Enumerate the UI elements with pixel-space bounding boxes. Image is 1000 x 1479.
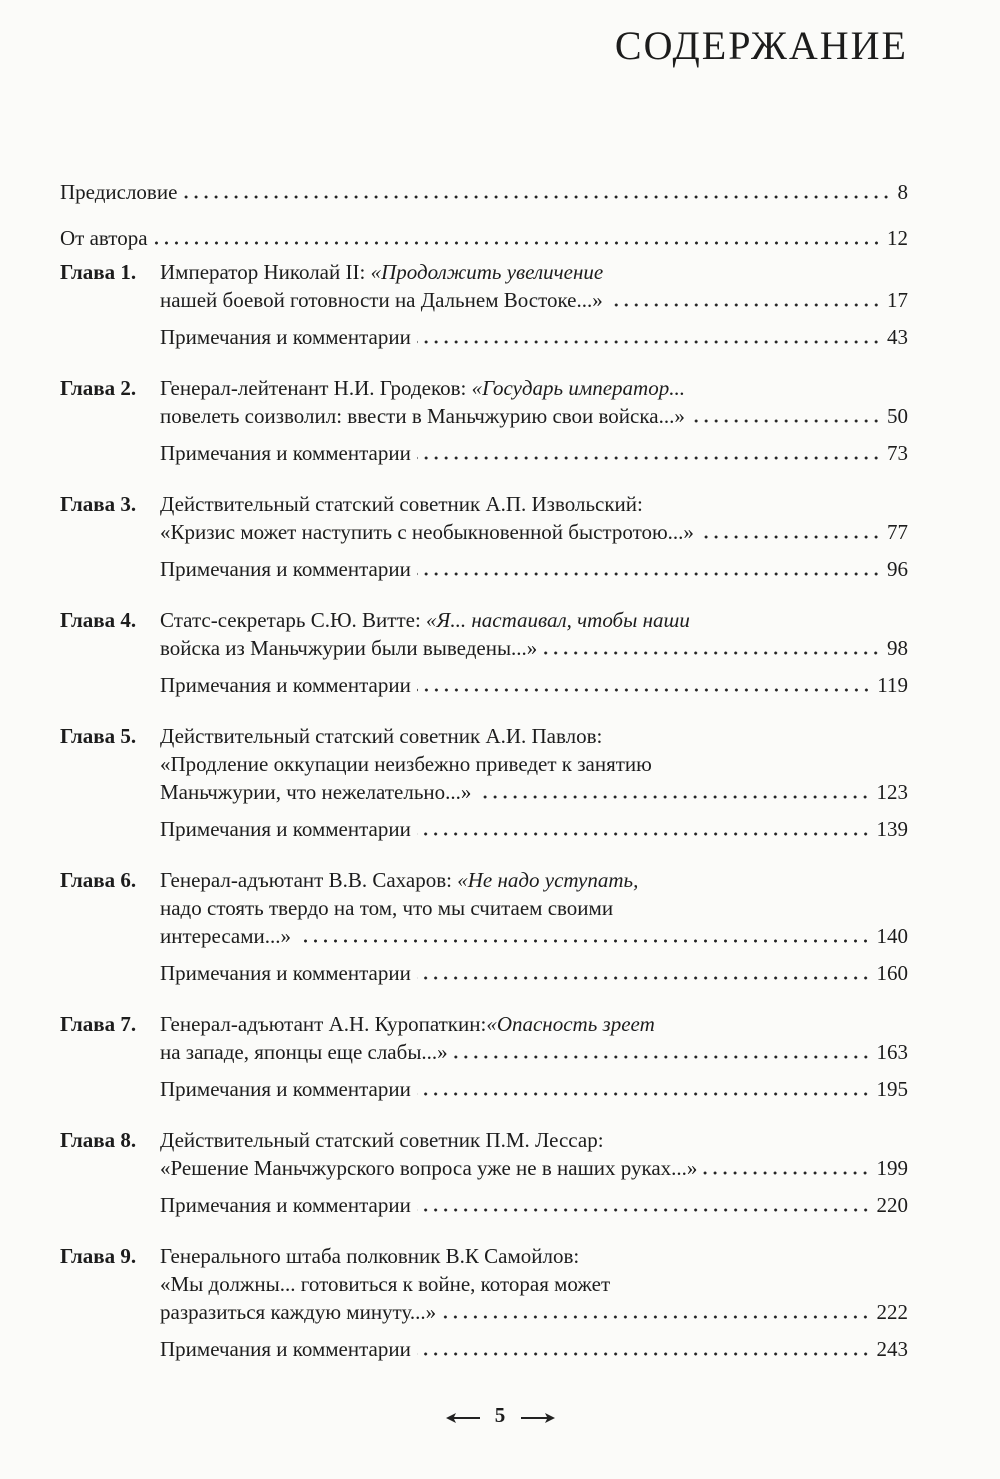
page-number: 43 xyxy=(887,325,908,349)
toc-entry-author[interactable] xyxy=(0,222,1000,254)
chapter-quote: «Не надо уступать, xyxy=(457,868,639,892)
leader-dots xyxy=(183,195,891,199)
leader-dots xyxy=(543,651,881,655)
chapter-label: Глава 6. xyxy=(60,868,137,892)
leader-dots xyxy=(609,303,881,307)
chapter-quote: «Продление оккупации неизбежно приведет к занятию xyxy=(160,752,652,776)
page-number: 139 xyxy=(876,817,908,841)
chapter-label: Глава 5. xyxy=(60,724,137,748)
chapter-quote: «Продолжить увеличение xyxy=(370,260,604,284)
page-number: 199 xyxy=(876,1156,908,1180)
leader-dots xyxy=(417,456,881,460)
chapter-quote: «Государь император... xyxy=(471,376,685,400)
toc-chapter-4-cont[interactable] xyxy=(0,632,1000,664)
notes-text: Примечания и комментарии xyxy=(160,961,411,985)
leader-dots xyxy=(417,572,881,576)
chapter-label: Глава 3. xyxy=(60,492,137,516)
chapter-quote: «Я... настаивал, чтобы наши xyxy=(426,608,690,632)
chapter-author: Статс-секретарь С.Ю. Витте: xyxy=(160,608,427,632)
leader-dots xyxy=(417,1208,871,1212)
toc-chapter-9-cont2[interactable] xyxy=(0,1296,1000,1328)
toc-chapter-1-cont[interactable] xyxy=(0,284,1000,316)
chapter-quote: Маньчжурии, что нежелательно...» xyxy=(160,780,472,804)
toc-chapter-3-cont[interactable] xyxy=(0,516,1000,548)
page-number: 50 xyxy=(887,404,908,428)
leader-dots xyxy=(477,795,870,799)
page-number: 123 xyxy=(876,780,908,804)
leader-dots xyxy=(417,688,871,692)
chapter-author: Император Николай II: xyxy=(160,260,371,284)
entry-text: Предисловие xyxy=(60,180,178,204)
leader-dots xyxy=(417,976,871,980)
leader-dots xyxy=(700,535,881,539)
page-number: 220 xyxy=(876,1193,908,1217)
chapter-quote: разразиться каждую минуту...» xyxy=(160,1300,437,1324)
notes-text: Примечания и комментарии xyxy=(160,673,411,697)
chapter-author: Генерал-адъютант В.В. Сахаров: xyxy=(160,868,458,892)
chapter-quote: «Опасность зреет xyxy=(486,1012,655,1036)
chapter-label: Глава 2. xyxy=(60,376,137,400)
leader-dots xyxy=(417,340,881,344)
notes-text: Примечания и комментарии xyxy=(160,557,411,581)
leader-dots xyxy=(442,1315,870,1319)
leader-dots xyxy=(297,939,871,943)
entry-text: От автора xyxy=(60,226,148,250)
chapter-author: Действительный статский советник П.М. Лессар: xyxy=(160,1128,604,1152)
notes-text: Примечания и комментарии xyxy=(160,817,411,841)
page-number: 243 xyxy=(876,1337,908,1361)
page-number: 17 xyxy=(887,288,908,312)
toc-notes-9[interactable] xyxy=(0,1333,1000,1365)
leader-dots xyxy=(417,1352,871,1356)
leader-dots xyxy=(417,1092,871,1096)
page-footer xyxy=(0,1400,1000,1432)
chapter-quote: повелеть соизволил: ввести в Маньчжурию свои войска...» xyxy=(160,404,685,428)
chapter-label: Глава 9. xyxy=(60,1244,137,1268)
notes-text: Примечания и комментарии xyxy=(160,1193,411,1217)
chapter-label: Глава 8. xyxy=(60,1128,137,1152)
notes-text: Примечания и комментарии xyxy=(160,1077,411,1101)
leader-dots xyxy=(691,419,881,423)
page-number: 163 xyxy=(876,1040,908,1064)
page-number: 160 xyxy=(876,961,908,985)
page-number: 140 xyxy=(876,924,908,948)
toc-notes-8[interactable] xyxy=(0,1189,1000,1221)
page-number: 8 xyxy=(897,180,908,204)
toc-notes-2[interactable] xyxy=(0,437,1000,469)
toc-notes-6[interactable] xyxy=(0,957,1000,989)
chapter-author: Действительный статский советник А.П. Извольский: xyxy=(160,492,643,516)
chapter-author: Действительный статский советник А.И. Павлов: xyxy=(160,724,603,748)
notes-text: Примечания и комментарии xyxy=(160,441,411,465)
page-number: 96 xyxy=(887,557,908,581)
toc-chapter-8-cont[interactable] xyxy=(0,1152,1000,1184)
page-number: 98 xyxy=(887,636,908,660)
toc-notes-7[interactable] xyxy=(0,1073,1000,1105)
chapter-quote: нашей боевой готовности на Дальнем Востоке...» xyxy=(160,288,603,312)
page-number: 73 xyxy=(887,441,908,465)
leader-dots xyxy=(154,241,881,245)
toc-chapter-2-cont[interactable] xyxy=(0,400,1000,432)
chapter-label: Глава 7. xyxy=(60,1012,137,1036)
page-number: 222 xyxy=(876,1300,908,1324)
chapter-author: Генерал-лейтенант Н.И. Гродеков: xyxy=(160,376,472,400)
toc-chapter-7-cont[interactable] xyxy=(0,1036,1000,1068)
chapter-author: Генерал-адъютант А.Н. Куропаткин: xyxy=(160,1012,487,1036)
ornament-right-icon xyxy=(521,1402,555,1432)
notes-text: Примечания и комментарии xyxy=(160,325,411,349)
chapter-author: Генерального штаба полковник В.К Самойлов: xyxy=(160,1244,580,1268)
chapter-quote: на западе, японцы еще слабы...» xyxy=(160,1040,448,1064)
leader-dots xyxy=(454,1055,871,1059)
footer-page-number: 5 xyxy=(494,1403,506,1427)
toc-chapter-6-cont2[interactable] xyxy=(0,920,1000,952)
chapter-quote: надо стоять твердо на том, что мы считаем своими xyxy=(160,896,614,920)
toc-chapter-5-cont2[interactable] xyxy=(0,776,1000,808)
page-number: 12 xyxy=(887,226,908,250)
page-number: 77 xyxy=(887,520,908,544)
chapter-quote: войска из Маньчжурии были выведены...» xyxy=(160,636,538,660)
toc-entry-preface[interactable] xyxy=(0,176,1000,208)
chapter-quote: «Мы должны... готовиться к войне, которая может xyxy=(160,1272,611,1296)
toc-notes-1[interactable] xyxy=(0,321,1000,353)
toc-notes-4[interactable] xyxy=(0,669,1000,701)
chapter-quote: «Кризис может наступить с необыкновенной быстротою...» xyxy=(160,520,694,544)
notes-text: Примечания и комментарии xyxy=(160,1337,411,1361)
chapter-label: Глава 4. xyxy=(60,608,137,632)
leader-dots xyxy=(417,832,871,836)
toc-notes-3[interactable] xyxy=(0,553,1000,585)
ornament-left-icon xyxy=(446,1402,480,1432)
chapter-quote: интересами...» xyxy=(160,924,291,948)
page-number: 119 xyxy=(877,673,908,697)
page-number: 195 xyxy=(876,1077,908,1101)
toc-notes-5[interactable] xyxy=(0,813,1000,845)
chapter-quote: «Решение Маньчжурского вопроса уже не в наших руках...» xyxy=(160,1156,698,1180)
page-title: СОДЕРЖАНИЕ xyxy=(614,23,908,68)
leader-dots xyxy=(703,1171,870,1175)
chapter-label: Глава 1. xyxy=(60,260,137,284)
